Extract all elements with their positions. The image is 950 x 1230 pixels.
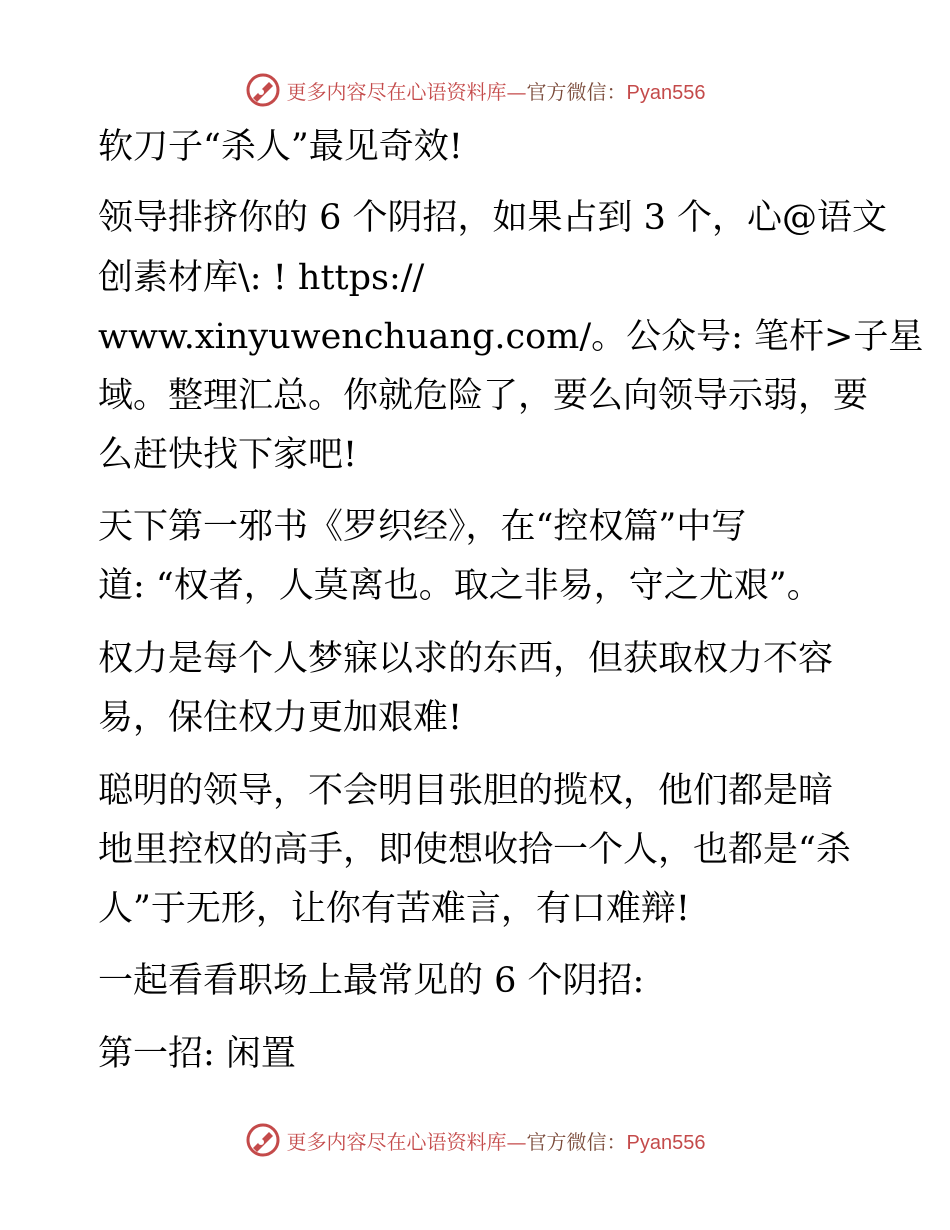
footer-banner-main: 更多内容尽在心语资料库 (286, 1129, 507, 1154)
doc-line: www.xinyuwenchuang.com/。公众号: 笔杆>子星 (98, 317, 924, 357)
doc-line: 易，保住权力更加艰难! (98, 698, 463, 738)
footer-banner-official: 官方微信： (526, 1129, 627, 1154)
header-banner-official: 官方微信： (526, 79, 627, 104)
doc-line: 域。整理汇总。你就危险了，要么向领导示弱，要 (98, 376, 869, 416)
header-banner-wechat-id: Pyan556 (626, 81, 706, 104)
doc-line: 地里控权的高手，即使想收拾一个人，也都是“杀 (98, 830, 851, 870)
doc-line: 权力是每个人梦寐以求的东西，但获取权力不容 (98, 639, 834, 679)
header-banner-separator: — (506, 79, 527, 104)
doc-line: 聪明的领导，不会明目张胆的揽权，他们都是暗 (98, 771, 834, 811)
pen-logo-icon (245, 1122, 281, 1158)
doc-line: 软刀子“杀人”最见奇效! (98, 127, 463, 167)
doc-line: 领导排挤你的 6 个阴招，如果占到 3 个，心@语文 (98, 198, 888, 238)
footer-banner-wechat-id: Pyan556 (626, 1131, 706, 1154)
doc-line: 道: “权者，人莫离也。取之非易，守之尤艰”。 (98, 566, 822, 606)
doc-line: 第一招: 闲置 (98, 1034, 296, 1074)
header-banner (0, 72, 950, 108)
footer-banner-separator: — (506, 1129, 527, 1154)
pen-logo-icon (245, 72, 281, 108)
footer-banner-text (287, 1126, 706, 1155)
doc-line: 天下第一邪书《罗织经》，在“控权篇”中写 (98, 507, 747, 547)
doc-line: 人”于无形，让你有苦难言，有口难辩! (98, 889, 690, 929)
footer-banner (0, 1122, 950, 1158)
doc-line: 创素材库\: ! https:// (98, 258, 425, 298)
header-banner-main: 更多内容尽在心语资料库 (286, 79, 507, 104)
doc-line: 么赶快找下家吧! (98, 435, 358, 475)
header-banner-text (287, 76, 706, 105)
doc-line: 一起看看职场上最常见的 6 个阴招: (98, 961, 645, 1001)
